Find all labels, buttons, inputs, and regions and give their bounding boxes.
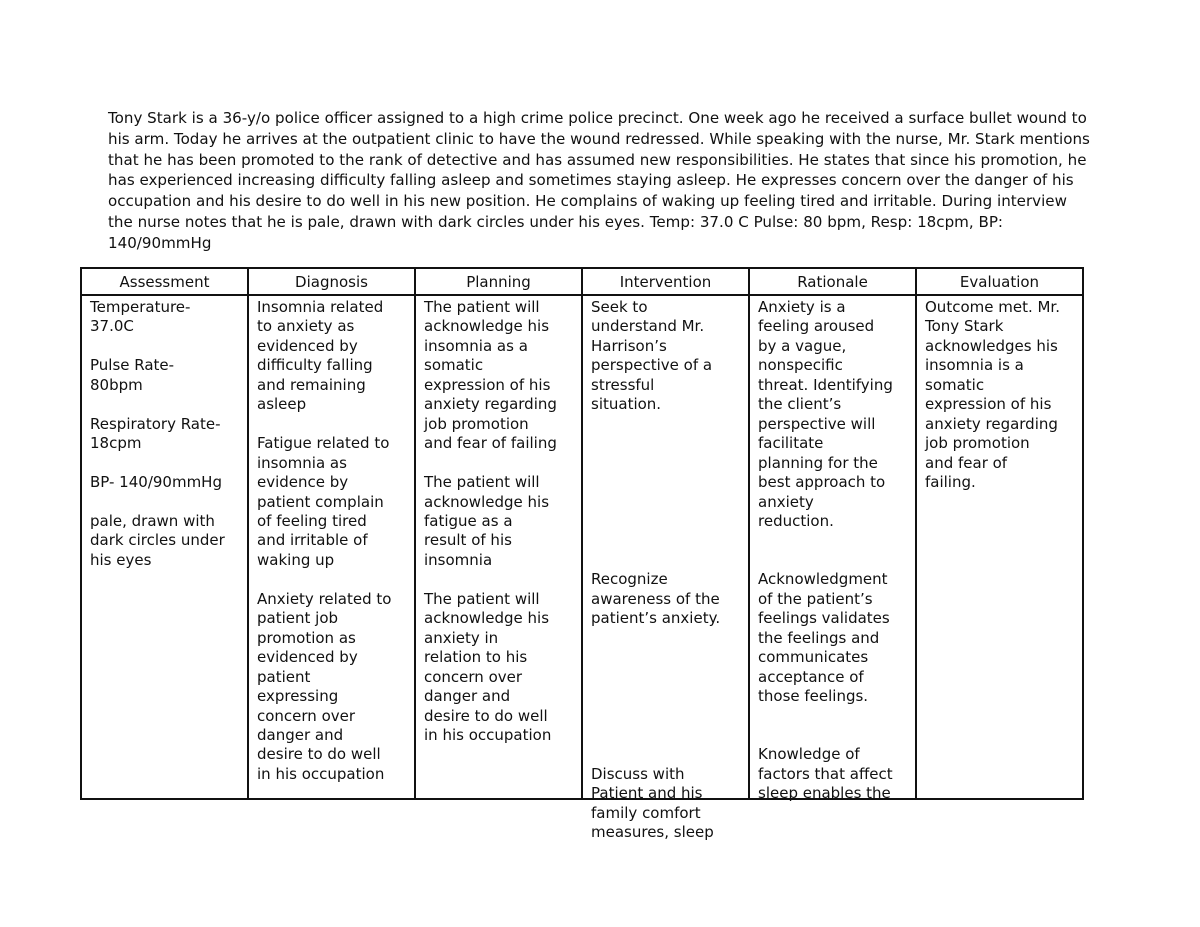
evaluation-text: Outcome met. Mr. Tony Stark acknowledges his insomnia is a somatic expression of his anxiety regarding job promotion and fear of failing.: [925, 298, 1060, 492]
diagnosis-cell: [248, 295, 415, 799]
header-assessment: Assessment: [81, 268, 248, 295]
planning-cell: [415, 295, 582, 799]
planning-text: The patient will acknowledge his insomnia as a somatic expression of his anxiety regarding job promotion and fear of failing The patient will acknowledge his fatigue as a result of his insomnia The patient will acknowledge his anxiety in relation to his concern over danger and desire to do well in his occupation: [424, 298, 557, 744]
case-scenario-paragraph: Tony Stark is a 36-y/o police officer assigned to a high crime police precinct. One week ago he received a surface bullet wound to his arm. Today he arrives at the outpatient clinic to have the wound redressed. While speaking with the nurse, Mr. Stark mentions that he has been promoted to the rank of detective and has assumed new responsibilities. He states that since his promotion, he has experienced increasing difficulty falling asleep and sometimes staying asleep. He expresses concern over the danger of his occupation and his desire to do well in his new position. He complains of waking up feeling tired and irritable. During interview the nurse notes that he is pale, drawn with dark circles under his eyes. Temp: 37.0 C Pulse: 80 bpm, Resp: 18cpm, BP: 140/90mmHg: [108, 109, 1090, 252]
header-rationale: Rationale: [749, 268, 916, 295]
header-intervention: Intervention: [582, 268, 749, 295]
header-planning: Planning: [415, 268, 582, 295]
intervention-text: Seek to understand Mr. Harrison’s perspective of a stressful situation. Recognize awareness of the patient’s anxiety. Discuss with Patient and his family comfort measures, sleep: [591, 298, 721, 842]
intervention-cell: [582, 295, 749, 842]
evaluation-cell: [916, 295, 1083, 799]
rationale-text: Anxiety is a feeling aroused by a vague, nonspecific threat. Identifying the client’s perspective will facilitate planning for the best approach to anxiety reduction. Acknowledgment of the patient’s feelings validates the feelings and communicates acceptance of those feelings. Knowledge of factors that affect sleep enables the: [758, 298, 893, 803]
assessment-text: Temperature- 37.0C Pulse Rate- 80bpm Respiratory Rate- 18cpm BP- 140/90mmHg pale, drawn with dark circles under his eyes: [90, 298, 225, 569]
header-diagnosis: Diagnosis: [248, 268, 415, 295]
table-row: [81, 295, 1083, 799]
nursing-care-plan-table: [80, 267, 1084, 842]
assessment-cell: [81, 295, 248, 799]
table-header-row: [81, 268, 1083, 295]
rationale-cell: [749, 295, 916, 803]
diagnosis-text: Insomnia related to anxiety as evidenced by difficulty falling and remaining asleep Fatigue related to insomnia as evidence by patient complain of feeling tired and irritable of waking up Anxiety related to patient job promotion as evidenced by patient expressing concern over danger and desire to do well in his occupation: [257, 298, 392, 783]
header-evaluation: Evaluation: [916, 268, 1083, 295]
